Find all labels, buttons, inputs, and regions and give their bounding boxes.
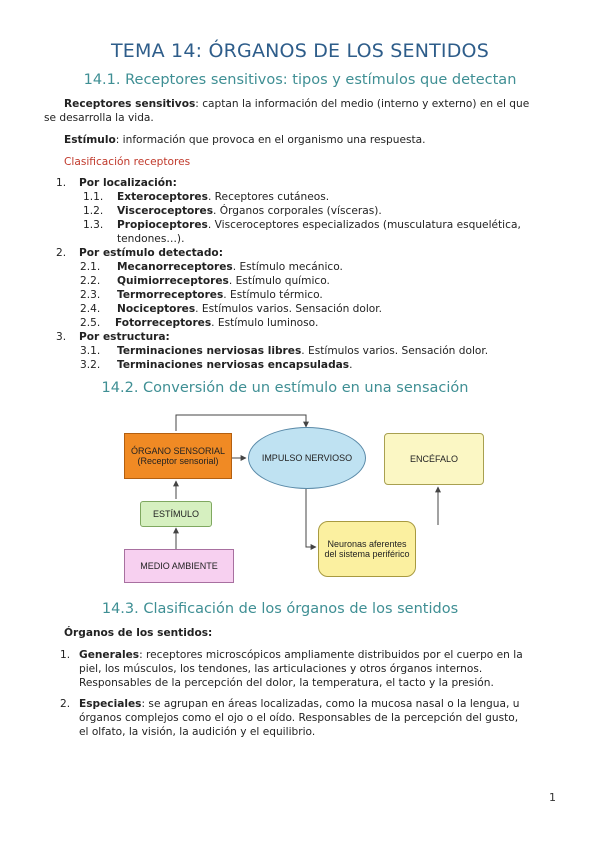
term: Termorreceptores — [117, 289, 224, 301]
text: . Visceroceptores especializados (musculatura esquelética, — [207, 219, 521, 231]
paragraph-receptores-line2: se desarrolla la vida. — [44, 112, 154, 124]
list-item-continuation: Responsables de la percepción del dolor, la temperatura, el tacto y la presión. — [79, 677, 494, 689]
term: Nociceptores — [117, 303, 196, 315]
list-item-continuation: piel, los músculos, los tendones, las articulaciones y otros órganos internos. — [79, 663, 483, 675]
medio-label: MEDIO AMBIENTE — [140, 561, 218, 571]
list-item — [117, 358, 353, 372]
text: : receptores microscópicos ampliamente distribuidos por el cuerpo en la — [139, 649, 523, 661]
text: . Receptores cutáneos. — [207, 191, 330, 203]
list-item-especiales — [79, 697, 558, 711]
item-number: 2.3. — [80, 289, 101, 301]
list-item-generales — [79, 648, 558, 662]
group-label — [79, 246, 223, 260]
medio-ambiente-box — [124, 549, 234, 583]
item-number: 2.2. — [80, 275, 101, 287]
text: Por estímulo detectado: — [79, 247, 223, 259]
text: . — [349, 359, 353, 371]
text: . Órganos corporales (vísceras). — [213, 205, 382, 217]
list-item — [117, 288, 323, 302]
term: Generales — [79, 649, 140, 661]
item-number: 2.5. — [80, 317, 101, 329]
list-item-continuation: tendones…). — [117, 233, 185, 245]
list-item — [117, 260, 343, 274]
list-item — [117, 344, 488, 358]
text: : se agrupan en áreas localizadas, como la mucosa nasal o la lengua, u — [141, 698, 520, 710]
item-number: 2.1. — [80, 261, 101, 273]
neuronas-line1: Neuronas aferentes — [327, 539, 407, 549]
text: . Estímulo mecánico. — [232, 261, 343, 273]
item-number: 1.2. — [83, 205, 104, 217]
term: Visceroceptores — [117, 205, 214, 217]
text: Por localización: — [79, 177, 177, 189]
organo-sensorial-box — [124, 433, 232, 479]
section-heading-14-3: 14.3. Clasificación de los órganos de los sentidos — [101, 601, 459, 617]
paragraph-estimulo — [64, 133, 426, 147]
text: : información que provoca en el organismo una respuesta. — [115, 134, 426, 146]
term: Quimiorreceptores — [117, 275, 229, 287]
list-item — [117, 218, 558, 232]
term: Fotorreceptores — [115, 317, 212, 329]
item-number: 3.2. — [80, 359, 101, 371]
encefalo-label: ENCÉFALO — [409, 454, 458, 464]
neuronas-aferentes-box — [318, 521, 416, 577]
organos-subtitle — [64, 626, 212, 640]
item-number: 1.3. — [83, 219, 104, 231]
term-receptores: Receptores sensitivos — [64, 98, 196, 110]
term: Terminaciones nerviosas encapsuladas — [117, 359, 350, 371]
term: Mecanorreceptores — [117, 261, 233, 273]
organo-line2: (Receptor sensorial) — [137, 456, 219, 466]
group-number: 2. — [56, 247, 67, 259]
text: Órganos de los sentidos: — [64, 627, 213, 639]
text: . Estímulo térmico. — [223, 289, 323, 301]
clasificacion-label: Clasificación receptores — [64, 156, 191, 168]
item-number: 2.4. — [80, 303, 101, 315]
text: . Estímulos varios. Sensación dolor. — [195, 303, 383, 315]
item-number: 3.1. — [80, 345, 101, 357]
text: : captan la información del medio (interno y externo) en el que — [195, 98, 530, 110]
text: . Estímulo luminoso. — [211, 317, 319, 329]
list-item — [117, 204, 382, 218]
page-title: TEMA 14: ÓRGANOS DE LOS SENTIDOS — [111, 40, 489, 62]
group-label — [79, 176, 177, 190]
group-label — [79, 330, 170, 344]
text: . Estímulo químico. — [228, 275, 330, 287]
list-item — [117, 274, 330, 288]
sensation-diagram — [120, 405, 490, 589]
list-item — [115, 316, 318, 330]
group-number: 1. — [56, 177, 67, 189]
list-item-continuation: órganos complejos como el ojo o el oído. Responsables de la percepción del gusto, — [79, 712, 519, 724]
impulso-label: IMPULSO NERVIOSO — [261, 453, 353, 463]
group-number: 3. — [56, 331, 67, 343]
page-number: 1 — [549, 791, 556, 804]
list-item — [117, 302, 382, 316]
arrow-impulso-neuronas — [306, 489, 316, 547]
term-estimulo: Estímulo — [64, 134, 116, 146]
organo-line1: ÓRGANO SENSORIAL — [130, 446, 226, 456]
term: Exteroceptores — [117, 191, 208, 203]
neuronas-line2: del sistema periférico — [324, 549, 410, 559]
paragraph-receptores — [64, 97, 558, 111]
term: Especiales — [79, 698, 142, 710]
item-number: 1. — [60, 649, 71, 661]
term: Terminaciones nerviosas libres — [117, 345, 302, 357]
section-heading-14-1: 14.1. Receptores sensitivos: tipos y estímulos que detectan — [83, 72, 517, 88]
section-heading-14-2: 14.2. Conversión de un estímulo en una sensación — [101, 380, 469, 396]
item-number: 2. — [60, 698, 71, 710]
estimulo-box — [140, 501, 212, 527]
list-item — [117, 190, 329, 204]
list-item-continuation: el olfato, la visión, la audición y el equilibrio. — [79, 726, 316, 738]
item-number: 1.1. — [83, 191, 104, 203]
estimulo-label: ESTÍMULO — [152, 509, 199, 519]
encefalo-box — [384, 433, 484, 485]
term: Propioceptores — [117, 219, 208, 231]
text: Por estructura: — [79, 331, 170, 343]
impulso-nervioso-box — [248, 427, 366, 489]
text: . Estímulos varios. Sensación dolor. — [301, 345, 489, 357]
